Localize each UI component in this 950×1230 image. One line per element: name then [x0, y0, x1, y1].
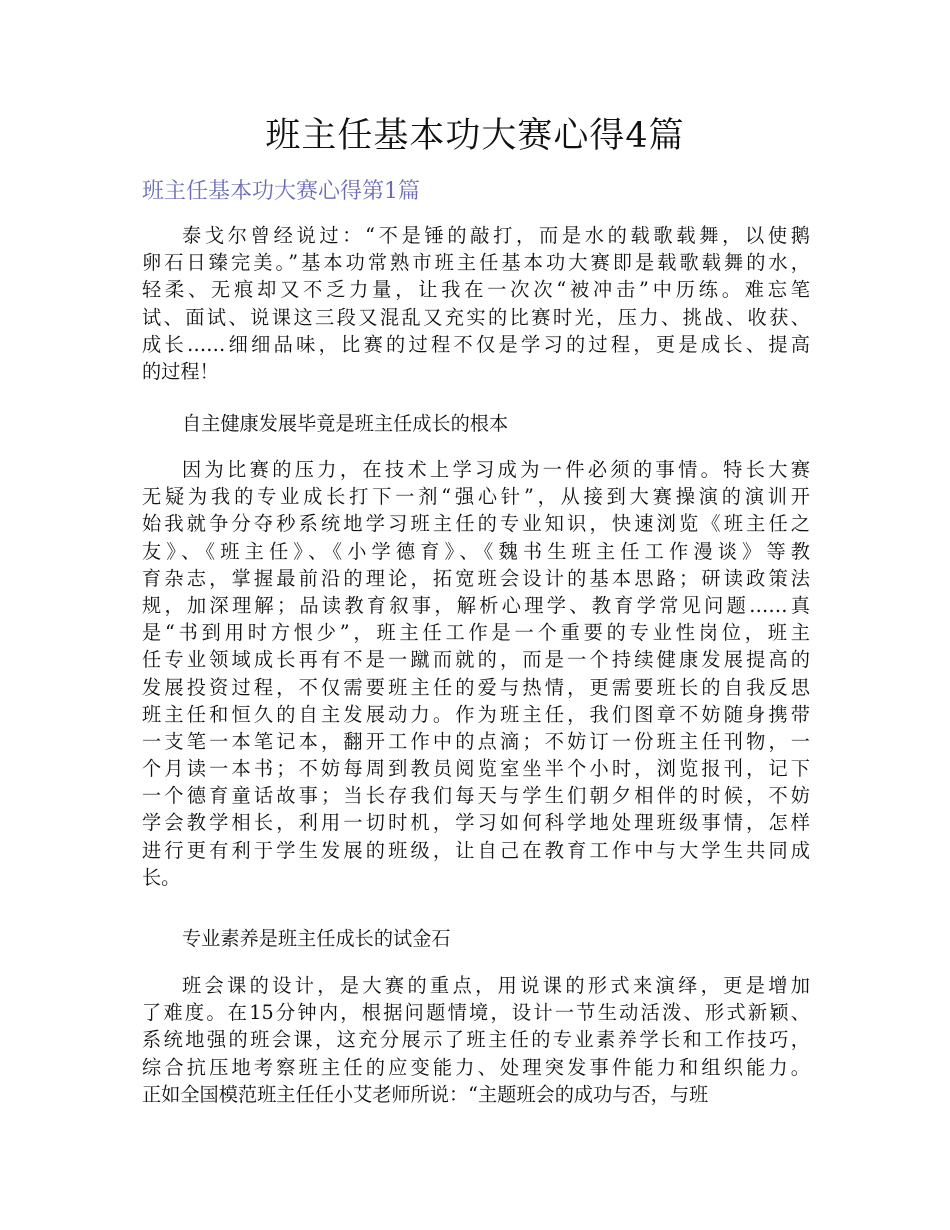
text-line: 无疑为我的专业成长打下一剂“强心针”，从接到大赛操演的演训开: [142, 485, 810, 509]
text-line: 任专业领域成长再有不是一蹴而就的，而是一个持续健康发展提高的: [142, 648, 810, 672]
text-line: 一个德育童话故事；当长存我们每天与学生们朝夕相伴的时候，不妨: [142, 784, 810, 808]
paragraph-3: [142, 972, 810, 1108]
text-line: 综合抗压地考察班主任的应变能力、处理突发事件能力和组织能力。: [142, 1055, 810, 1079]
text-line: 个月读一本书；不妨每周到教员阅览室坐半个小时，浏览报刊，记下: [142, 757, 810, 781]
text-line: 系统地强的班会课，这充分展示了班主任的专业素养学长和工作技巧，: [142, 1028, 810, 1052]
text-line: 因为比赛的压力，在技术上学习成为一件必须的事情。特长大赛: [182, 458, 810, 481]
text-line: 育杂志，掌握最前沿的理论，拓宽班会设计的基本思路；研读政策法: [142, 566, 810, 590]
text-line: 了难度。在15分钟内，根据问题情境，设计一节生动活泼、形式新颖、: [142, 1001, 810, 1025]
paragraph-2: [142, 456, 810, 891]
text-line: 发展投资过程，不仅需要班主任的爱与热情，更需要班长的自我反思: [142, 675, 810, 699]
text-line: 正如全国模范班主任任小艾老师所说：“主题班会的成功与否，与班: [142, 1082, 709, 1106]
text-line: 始我就争分夺秒系统地学习班主任的专业知识，快速浏览《班主任之: [142, 512, 810, 536]
text-line: 长。: [142, 865, 181, 889]
text-line: 学会教学相长，利用一切时机，学习如何科学地处理班级事情，怎样: [142, 811, 810, 835]
text-line: 轻柔、无痕却又不乏力量，让我在一次次“被冲击”中历练。难忘笔: [142, 278, 810, 302]
text-line: 试、面试、说课这三段又混乱又充实的比赛时光，压力、挑战、收获、: [142, 305, 810, 329]
subheading-2: 专业素养是班主任成长的试金石: [182, 927, 451, 950]
text-line: 班主任和恒久的自主发展动力。作为班主任，我们图章不妨随身携带: [142, 702, 810, 726]
text-line: 是“书到用时方恨少”，班主任工作是一个重要的专业性岗位，班主: [142, 621, 810, 645]
text-line: 一支笔一本笔记本，翻开工作中的点滴；不妨订一份班主任刊物，一: [142, 729, 810, 753]
text-line: 规，加深理解；品读教育叙事，解析心理学、教育学常见问题……真: [142, 593, 810, 617]
section-heading: 班主任基本功大赛心得第1篇: [142, 179, 420, 204]
text-line: 成长……细细品味，比赛的过程不仅是学习的过程，更是成长、提高: [142, 332, 810, 356]
text-line: 进行更有利于学生发展的班级，让自己在教育工作中与大学生共同成: [142, 838, 810, 862]
text-line: 班会课的设计，是大赛的重点，用说课的形式来演绎，更是增加: [182, 974, 810, 997]
text-line: 卵石日臻完美。”基本功常熟市班主任基本功大赛即是载歌载舞的水，: [142, 251, 810, 275]
paragraph-1: [142, 222, 810, 385]
text-line: 泰戈尔曾经说过：“不是锤的敲打，而是水的载歌载舞，以使鹅: [182, 224, 810, 247]
subheading-1: 自主健康发展毕竟是班主任成长的根本: [182, 412, 509, 435]
document-title: 班主任基本功大赛心得4篇: [265, 116, 685, 156]
text-line: 友》、《班主任》、《小学德育》、《魏书生班主任工作漫谈》等教: [142, 539, 810, 563]
text-line: 的过程！: [142, 359, 219, 383]
